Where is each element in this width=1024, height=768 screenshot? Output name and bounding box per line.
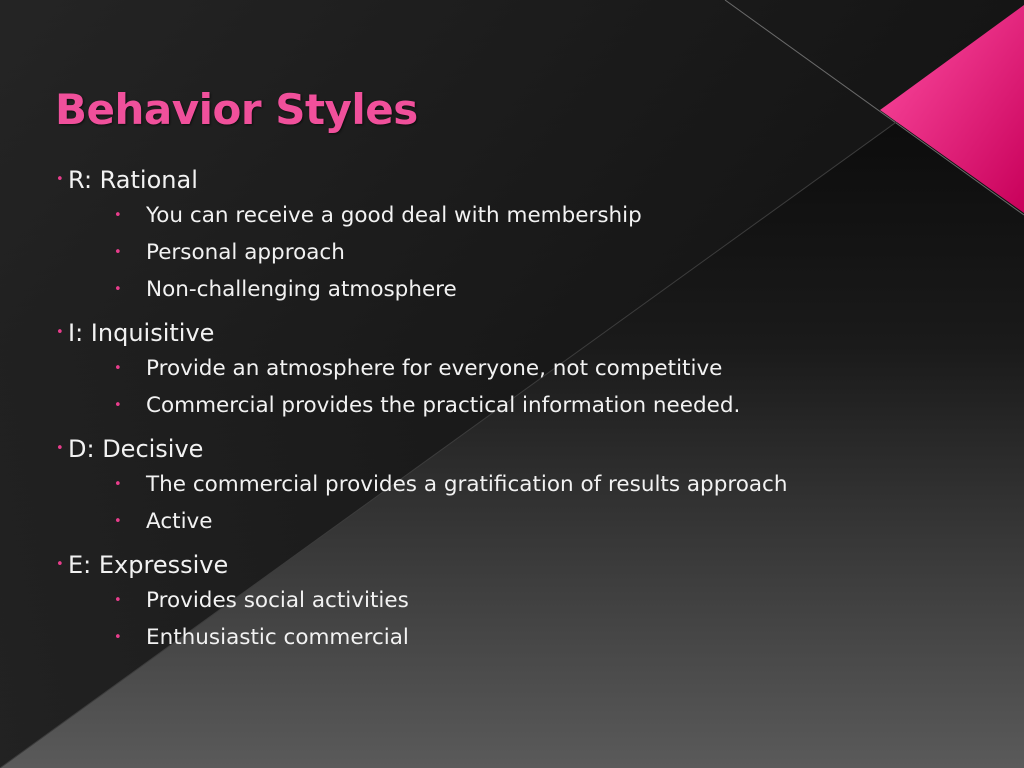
list-item — [56, 388, 996, 425]
list-item — [56, 351, 996, 388]
bullet-icon: • — [114, 208, 122, 223]
bullet-icon: • — [56, 325, 64, 340]
section-heading — [56, 313, 996, 351]
bullet-icon: • — [56, 441, 64, 456]
list-item — [56, 198, 996, 235]
list-item-text: Commercial provides the practical information needed. — [146, 393, 741, 418]
bullet-icon: • — [114, 245, 122, 260]
bullet-icon: • — [114, 361, 122, 376]
bullet-icon: • — [114, 477, 122, 492]
section-heading — [56, 160, 996, 198]
list-item-text: You can receive a good deal with membership — [146, 203, 642, 228]
list-item-text: Provides social activities — [146, 588, 409, 613]
section-heading — [56, 545, 996, 583]
bullet-icon: • — [114, 630, 122, 645]
list-item — [56, 504, 996, 541]
list-item-text: Active — [146, 509, 213, 534]
section-heading-text: I: Inquisitive — [68, 319, 215, 347]
list-item-text: Enthusiastic commercial — [146, 625, 409, 650]
section-heading-text: D: Decisive — [68, 435, 204, 463]
bullet-icon: • — [114, 398, 122, 413]
list-item-text: Provide an atmosphere for everyone, not competitive — [146, 356, 723, 381]
list-item — [56, 467, 996, 504]
list-item-text: Non-challenging atmosphere — [146, 277, 457, 302]
list-item — [56, 235, 996, 272]
bullet-icon: • — [56, 172, 64, 187]
list-item-text: The commercial provides a gratification of results approach — [146, 472, 788, 497]
section-heading-text: E: Expressive — [68, 551, 229, 579]
list-item — [56, 620, 996, 657]
list-item — [56, 583, 996, 620]
section-heading-text: R: Rational — [68, 166, 198, 194]
bullet-icon: • — [56, 557, 64, 572]
bullet-icon: • — [114, 282, 122, 297]
bullet-icon: • — [114, 514, 122, 529]
list-item — [56, 272, 996, 309]
list-item-text: Personal approach — [146, 240, 345, 265]
section-heading — [56, 429, 996, 467]
bullet-list — [56, 156, 996, 657]
slide-title: Behavior Styles — [55, 85, 418, 134]
bullet-icon: • — [114, 593, 122, 608]
